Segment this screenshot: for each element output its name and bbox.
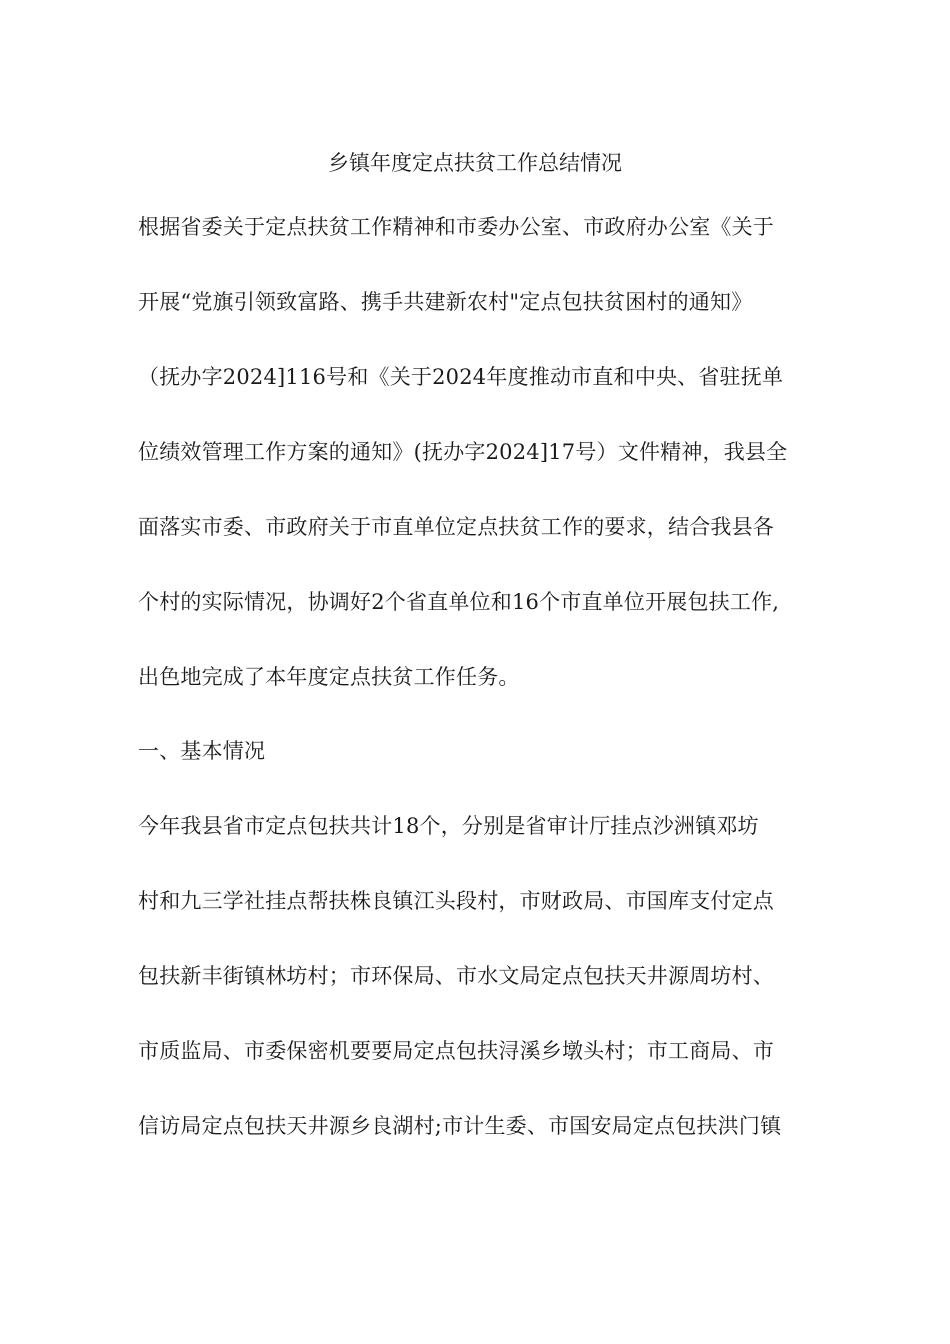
paragraph-line: 信访局定点包扶天井源乡良湖村;市计生委、市国安局定点包扶洪门镇 <box>138 1114 782 1138</box>
paragraph-line: 面落实市委、市政府关于市直单位定点扶贫工作的要求，结合我县各 <box>138 515 774 539</box>
paragraph-line: 个村的实际情况，协调好2个省直单位和16个市直单位开展包扶工作, <box>138 590 780 614</box>
paragraph-line: 包扶新丰街镇林坊村；市环保局、市水文局定点包扶天井源周坊村、 <box>138 964 774 988</box>
section-heading: 一、基本情况 <box>138 739 266 763</box>
paragraph-line: 市质监局、市委保密机要要局定点包扶浔溪乡墩头村；市工商局、市 <box>138 1039 774 1063</box>
paragraph-line: 村和九三学社挂点帮扶株良镇江头段村，市财政局、市国库支付定点 <box>138 889 774 913</box>
document-title: 乡镇年度定点扶贫工作总结情况 <box>328 151 622 175</box>
paragraph-line: 根据省委关于定点扶贫工作精神和市委办公室、市政府办公室《关于 <box>138 215 774 239</box>
paragraph-line: （抚办字2024]116号和《关于2024年度推动市直和中央、省驻抚单 <box>138 365 784 389</box>
paragraph-line: 开展“党旗引领致富路、携手共建新农村"定点包扶贫困村的通知》 <box>138 290 753 314</box>
paragraph-line: 位绩效管理工作方案的通知》(抚办字2024]17号）文件精神，我县全 <box>138 440 788 464</box>
paragraph-line: 出色地完成了本年度定点扶贫工作任务。 <box>138 665 520 689</box>
paragraph-line: 今年我县省市定点包扶共计18个，分别是省审计厅挂点沙洲镇邓坊 <box>138 814 759 838</box>
